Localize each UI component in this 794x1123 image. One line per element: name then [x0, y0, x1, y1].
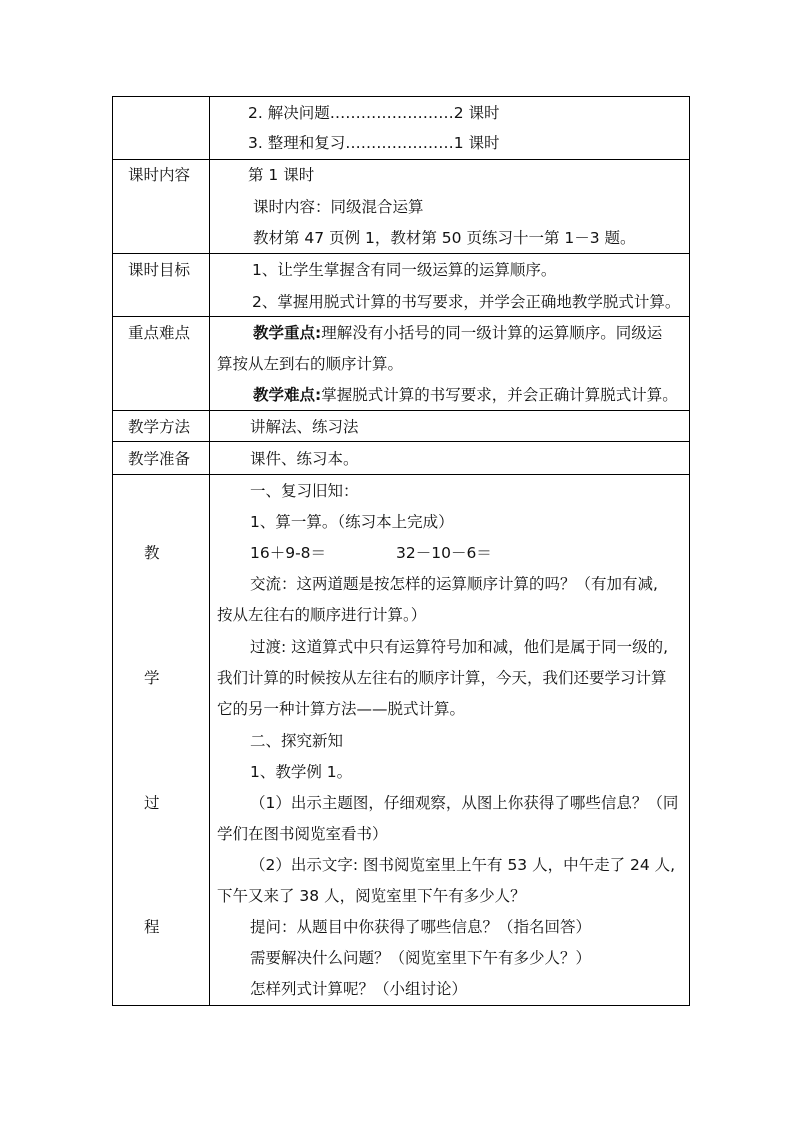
key-point-line-1 — [253, 323, 662, 343]
process-label-char: 过 — [144, 794, 160, 812]
method-label: 教学方法 — [128, 418, 191, 436]
process-label-char: 学 — [144, 669, 160, 687]
table-top-border — [112, 96, 690, 97]
column-divider — [209, 96, 210, 1005]
goals-label: 课时目标 — [128, 261, 191, 279]
process-line: 需要解决什么问题？（阅览室里下午有多少人？） — [250, 949, 592, 967]
row-divider — [112, 474, 690, 475]
row-divider — [112, 410, 690, 411]
process-line: 提问：从题目中你获得了哪些信息？（指名回答） — [250, 918, 592, 936]
row-divider — [112, 159, 690, 160]
plan-line-1: 2. 解决问题……………………2 课时 — [248, 104, 500, 122]
process-line: 按从左往右的顺序进行计算。） — [217, 606, 427, 624]
table-bottom-border — [112, 1005, 690, 1006]
process-line: （2）出示文字: 图书阅览室里上午有 53 人，中午走了 24 人, — [250, 856, 676, 874]
process-line: 交流：这两道题是按怎样的运算顺序计算的吗？（有加有减, — [250, 575, 658, 593]
goals-line-1: 1、让学生掌握含有同一级运算的运算顺序。 — [252, 261, 557, 279]
process-line: 1、教学例 1。 — [250, 763, 353, 781]
process-line: 学们在图书阅览室看书） — [217, 825, 388, 843]
process-line: 怎样列式计算呢？（小组讨论） — [250, 980, 468, 998]
process-line: 一、复习旧知： — [250, 482, 359, 500]
difficulty-title: 教学难点: — [253, 386, 322, 404]
difficulty-text: 掌握脱式计算的书写要求，并会正确计算脱式计算。 — [321, 386, 678, 404]
key-point-line-2: 算按从左到右的顺序计算。 — [217, 355, 404, 373]
process-label-char: 教 — [144, 544, 160, 562]
process-label-char: 程 — [144, 918, 160, 936]
method-text: 讲解法、练习法 — [250, 418, 359, 436]
content-line-3: 教材第 47 页例 1，教材第 50 页练习十一第 1－3 题。 — [253, 229, 636, 247]
content-label: 课时内容 — [128, 166, 191, 184]
process-line: 我们计算的时候按从左往右的顺序计算，今天，我们还要学习计算 — [217, 669, 667, 687]
table-left-border — [112, 96, 113, 1005]
key-point-title: 教学重点: — [253, 324, 322, 342]
process-line: 下午又来了 38 人，阅览室里下午有多少人？ — [217, 887, 526, 905]
row-divider — [112, 441, 690, 442]
difficulty-line — [253, 385, 678, 405]
process-line: （1）出示主题图，仔细观察，从图上你获得了哪些信息？（同 — [250, 794, 679, 812]
process-line: 过渡: 这道算式中只有运算符号加和减，他们是属于同一级的, — [250, 638, 669, 656]
content-line-1: 第 1 课时 — [248, 166, 315, 184]
prep-text: 课件、练习本。 — [250, 450, 359, 468]
content-line-2: 课时内容：同级混合运算 — [253, 198, 424, 216]
process-line: 1、算一算。（练习本上完成） — [250, 513, 454, 531]
process-line: 16＋9-8＝ — [250, 544, 327, 562]
key-label: 重点难点 — [128, 324, 191, 342]
prep-label: 教学准备 — [128, 450, 191, 468]
row-divider — [112, 316, 690, 317]
row-divider — [112, 253, 690, 254]
process-line: 它的另一种计算方法——脱式计算。 — [217, 700, 466, 718]
process-line: 32－10－6＝ — [396, 544, 492, 562]
goals-line-2: 2、掌握用脱式计算的书写要求，并学会正确地教学脱式计算。 — [252, 293, 681, 311]
process-line: 二、探究新知 — [250, 732, 344, 750]
plan-line-2: 3. 整理和复习…………………1 课时 — [248, 134, 500, 152]
table-right-border — [689, 96, 690, 1005]
key-point-text: 理解没有小括号的同一级计算的运算顺序。同级运 — [321, 324, 663, 342]
